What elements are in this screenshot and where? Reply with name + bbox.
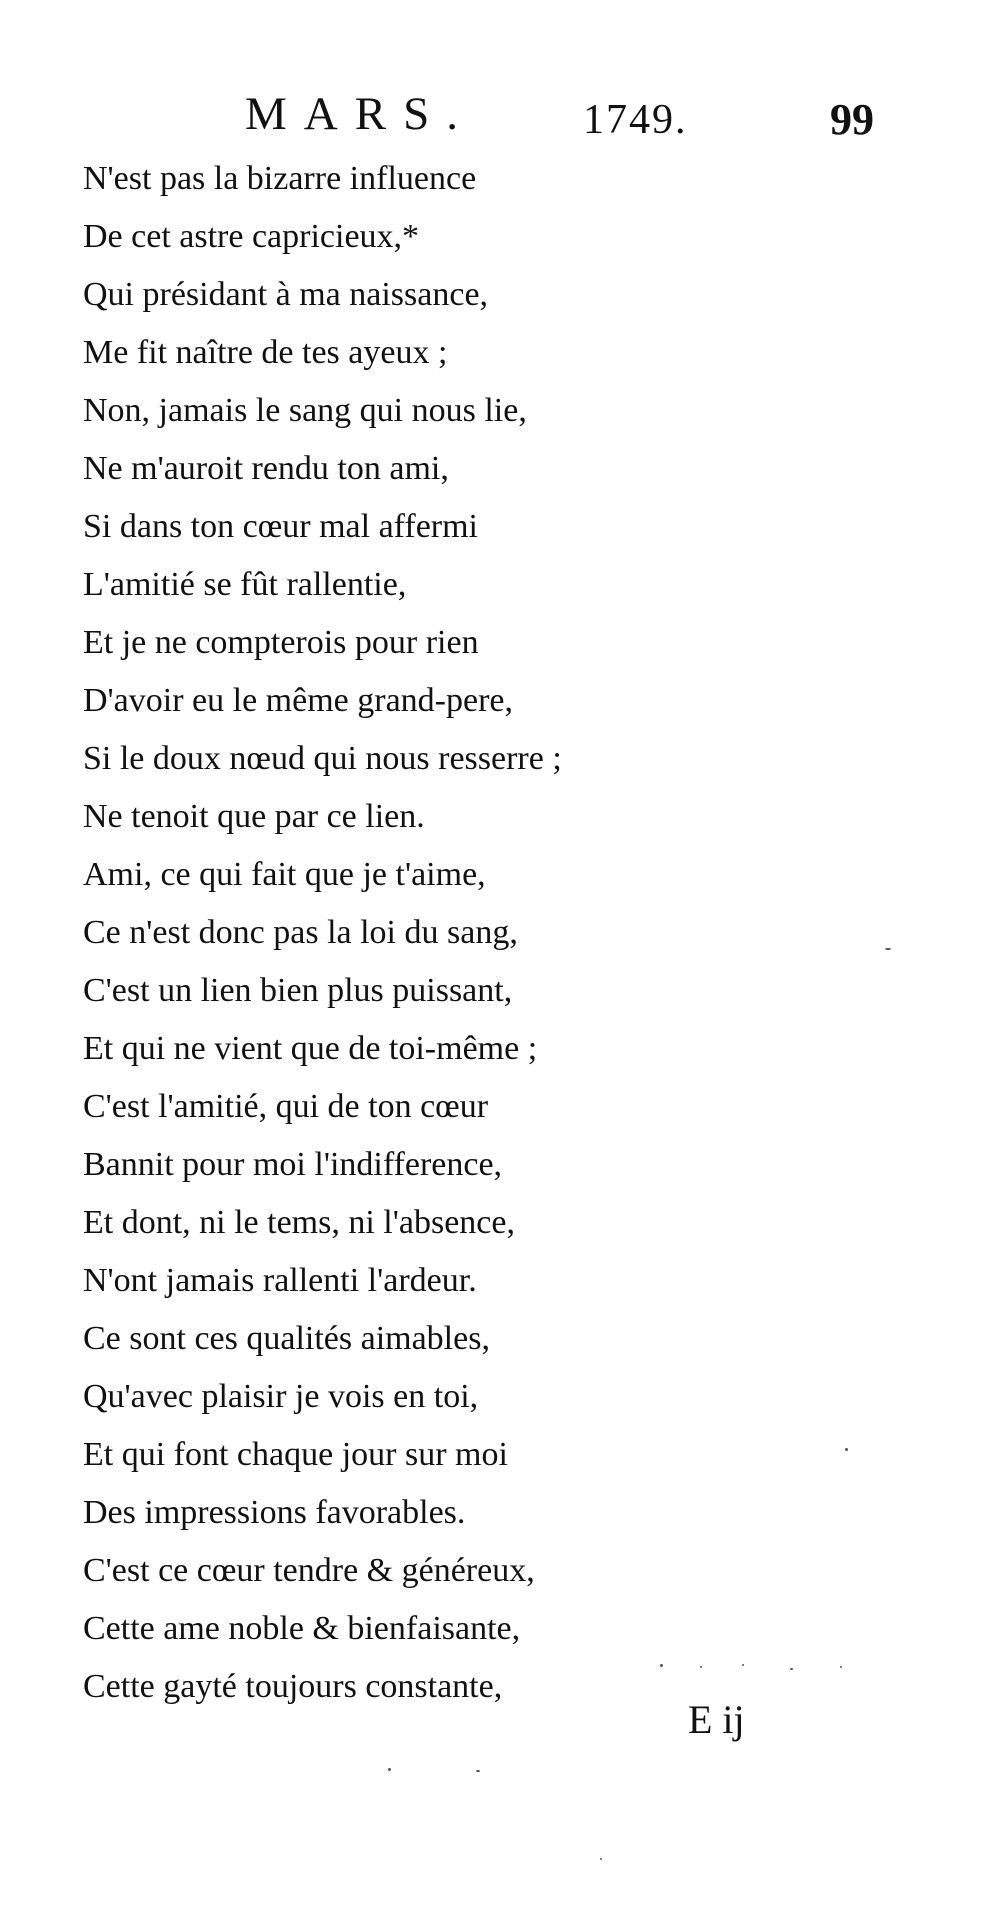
verse-line: Cette ame noble & bienfaisante, [83, 1610, 521, 1647]
verse-line: Et dont, ni le tems, ni l'absence, [83, 1204, 515, 1241]
verse-line: Et qui ne vient que de toi-même ; [83, 1030, 538, 1067]
running-head-month: MARS. [245, 88, 475, 140]
page-number: 99 [830, 95, 874, 144]
scan-speck [840, 1666, 842, 1668]
verse-line: D'avoir eu le même grand-pere, [83, 682, 513, 719]
running-head [0, 84, 1000, 144]
verse-line: Et qui font chaque jour sur moi [83, 1436, 508, 1473]
signature-mark: E ij [688, 1697, 745, 1742]
verse-line: Ne tenoit que par ce lien. [83, 798, 425, 835]
verse-line: C'est ce cœur tendre & généreux, [83, 1552, 535, 1589]
verse-line: Cette gayté toujours constante, [83, 1668, 503, 1705]
verse-line: Ne m'auroit rendu ton ami, [83, 450, 449, 487]
scan-speck [660, 1664, 663, 1667]
running-head-year: 1749. [583, 97, 688, 143]
verse-line: Des impressions favorables. [83, 1494, 466, 1531]
verse-line: L'amitié se fût rallentie, [83, 566, 407, 603]
poem-text [83, 150, 683, 1716]
verse-line: Non, jamais le sang qui nous lie, [83, 392, 527, 429]
verse-line: Ce sont ces qualités aimables, [83, 1320, 490, 1357]
scan-speck [600, 1858, 602, 1860]
verse-line: Qui présidant à ma naissance, [83, 276, 489, 313]
verse-line: Me fit naître de tes ayeux ; [83, 334, 448, 371]
verse-line: Ce n'est donc pas la loi du sang, [83, 914, 518, 951]
scan-speck [388, 1768, 391, 1771]
scan-speck [885, 948, 891, 950]
scan-speck [700, 1666, 702, 1668]
scan-speck [790, 1668, 793, 1670]
verse-line: Si le doux nœud qui nous resserre ; [83, 740, 562, 777]
verse-line: Bannit pour moi l'indifference, [83, 1146, 503, 1183]
verse-line: N'est pas la bizarre influence [83, 160, 477, 197]
verse-line: Si dans ton cœur mal affermi [83, 508, 479, 545]
scan-speck [742, 1664, 744, 1666]
scan-speck [476, 1770, 480, 1772]
verse-line: Et je ne compterois pour rien [83, 624, 479, 661]
scan-speck [845, 1448, 848, 1451]
verse-line: N'ont jamais rallenti l'ardeur. [83, 1262, 477, 1299]
verse-line: De cet astre capricieux,* [83, 218, 420, 255]
verse-line: C'est l'amitié, qui de ton cœur [83, 1088, 489, 1125]
verse-line: Ami, ce qui fait que je t'aime, [83, 856, 486, 893]
verse-line: Qu'avec plaisir je vois en toi, [83, 1378, 479, 1415]
verse-line: C'est un lien bien plus puissant, [83, 972, 513, 1009]
